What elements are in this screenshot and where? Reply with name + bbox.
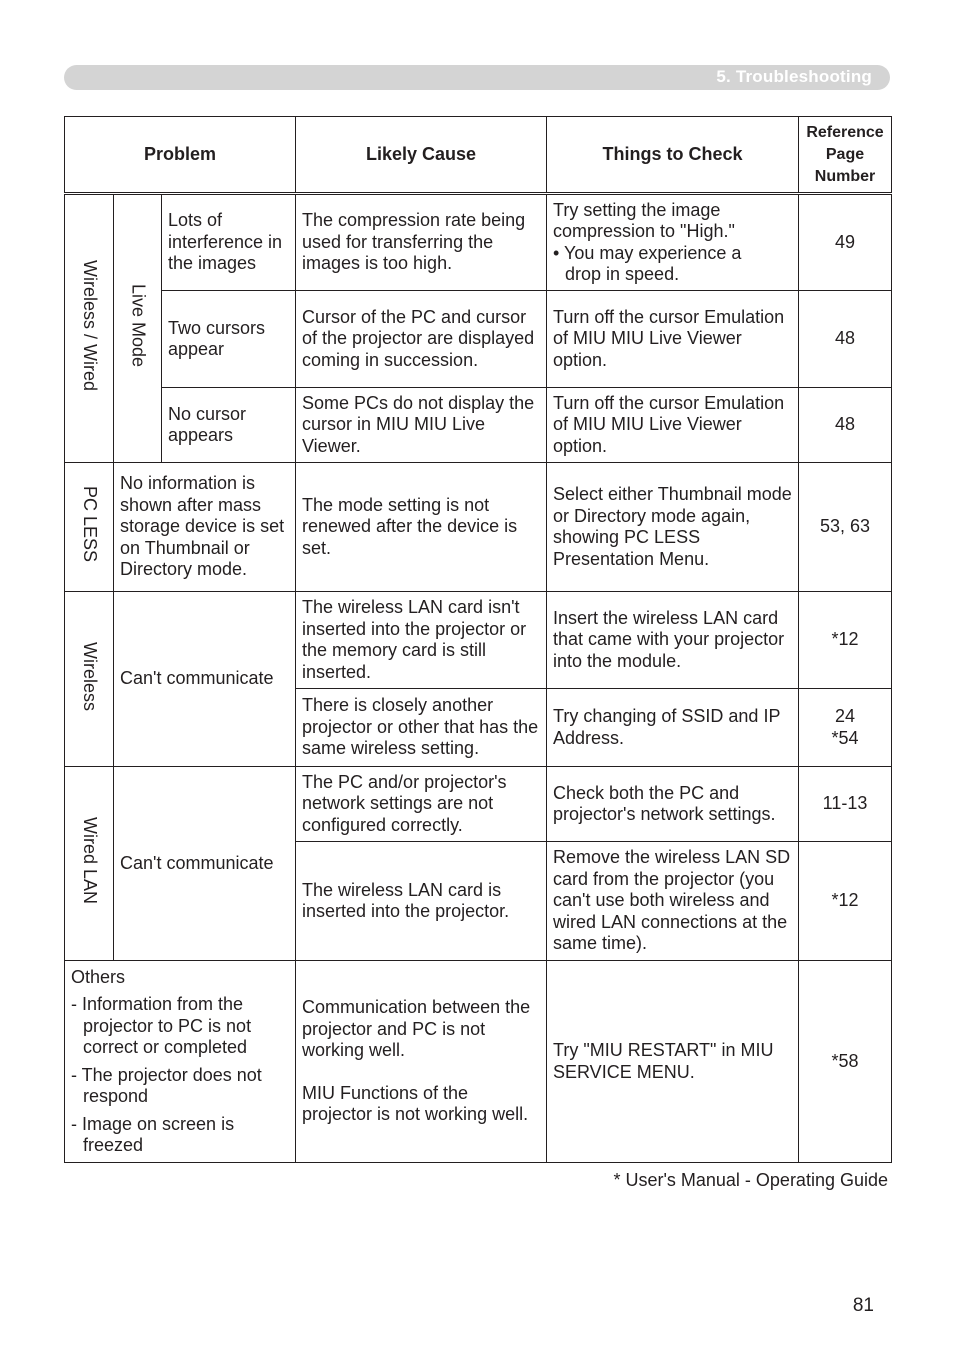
ref-cell: 48 <box>799 291 892 388</box>
cause-paragraph: Communication between the projector and PC is not working well. <box>302 997 531 1061</box>
problem-cell-others <box>65 961 296 1163</box>
table-row <box>65 767 892 842</box>
table-row <box>65 961 892 1163</box>
cause-paragraph: MIU Functions of the projector is not working well. <box>302 1082 529 1125</box>
check-cell: Remove the wireless LAN SD card from the projector (you can't use both wireless and wired LAN connections at the same time). <box>547 842 799 961</box>
section-header-bar <box>64 65 890 90</box>
cause-cell: The wireless LAN card isn't inserted into the projector or the memory card is still inserted. <box>296 592 547 689</box>
cause-cell: The wireless LAN card is inserted into the projector. <box>296 842 547 961</box>
group-wired-lan <box>65 767 114 961</box>
others-item: - The projector does not respond <box>71 1064 262 1106</box>
section-title: 5. Troubleshooting <box>716 67 872 86</box>
footnote: * User's Manual - Operating Guide <box>613 1170 888 1190</box>
problem-cell: No information is shown after mass storage device is set on Thumbnail or Directory mode. <box>114 463 296 592</box>
group-wireless <box>65 592 114 767</box>
others-item: - Image on screen is freezed <box>71 1113 235 1155</box>
group-label: Wireless / Wired <box>79 260 100 392</box>
check-cell <box>547 194 799 291</box>
group-wireless-wired <box>65 194 114 463</box>
check-cell: Turn off the cursor Emulation of MIU MIU Live Viewer option. <box>547 388 799 463</box>
header-reference-page <box>799 117 892 194</box>
others-item: - Information from the projector to PC is not correct or completed <box>71 994 252 1057</box>
header-ref-line1: Reference <box>806 123 884 141</box>
check-line: Try setting the image compression to "High." <box>553 199 735 241</box>
ref-cell <box>799 689 892 767</box>
group-label: Wireless <box>79 641 100 711</box>
cause-cell: The PC and/or projector's network settings are not configured correctly. <box>296 767 547 842</box>
group-label: Live Mode <box>128 284 149 368</box>
check-line: drop in speed. <box>565 264 680 284</box>
cause-cell: The compression rate being used for transferring the images is too high. <box>296 194 547 291</box>
ref-cell: 11-13 <box>799 767 892 842</box>
check-cell: Try changing of SSID and IP Address. <box>547 689 799 767</box>
check-cell: Select either Thumbnail mode or Directory mode again, showing PC LESS Presentation Menu. <box>547 463 799 592</box>
problem-cell: Two cursors appear <box>162 291 296 388</box>
page-number: 81 <box>852 1295 874 1316</box>
check-cell: Try "MIU RESTART" in MIU SERVICE MENU. <box>547 961 799 1163</box>
group-label: PC LESS <box>79 486 100 563</box>
ref-value: *54 <box>831 727 859 748</box>
table-row <box>65 388 892 463</box>
cause-cell: Cursor of the PC and cursor of the projector are displayed coming in succession. <box>296 291 547 388</box>
ref-value: 24 <box>834 706 856 726</box>
table-row <box>65 291 892 388</box>
problem-cell: Can't communicate <box>114 592 296 767</box>
ref-cell: 49 <box>799 194 892 291</box>
cause-cell: The mode setting is not renewed after the device is set. <box>296 463 547 592</box>
others-title: Others <box>71 966 126 987</box>
group-live-mode <box>114 194 162 463</box>
header-ref-line3: Number <box>814 167 876 185</box>
troubleshooting-table <box>64 116 892 1163</box>
table-row <box>65 592 892 689</box>
table-header-row <box>65 117 892 194</box>
problem-cell: Can't communicate <box>114 767 296 961</box>
check-cell: Check both the PC and projector's network settings. <box>547 767 799 842</box>
ref-cell: 48 <box>799 388 892 463</box>
table-row <box>65 463 892 592</box>
header-ref-line2: Page <box>825 145 865 163</box>
ref-cell: *12 <box>799 842 892 961</box>
group-label: Wired LAN <box>79 817 100 905</box>
cause-cell: There is closely another projector or other that has the same wireless setting. <box>296 689 547 767</box>
header-likely-cause: Likely Cause <box>296 117 547 194</box>
problem-cell: No cursor appears <box>162 388 296 463</box>
check-cell: Insert the wireless LAN card that came with your projector into the module. <box>547 592 799 689</box>
cause-cell: Some PCs do not display the cursor in MIU MIU Live Viewer. <box>296 388 547 463</box>
ref-cell: *12 <box>799 592 892 689</box>
check-line: • You may experience a <box>553 242 742 263</box>
header-things-to-check: Things to Check <box>547 117 799 194</box>
spacer <box>302 1062 540 1083</box>
group-pc-less <box>65 463 114 592</box>
cause-cell <box>296 961 547 1163</box>
ref-cell: 53, 63 <box>799 463 892 592</box>
problem-cell: Lots of interference in the images <box>162 194 296 291</box>
ref-cell: *58 <box>799 961 892 1163</box>
check-cell: Turn off the cursor Emulation of MIU MIU Live Viewer option. <box>547 291 799 388</box>
header-problem: Problem <box>65 117 296 194</box>
table-row <box>65 194 892 291</box>
